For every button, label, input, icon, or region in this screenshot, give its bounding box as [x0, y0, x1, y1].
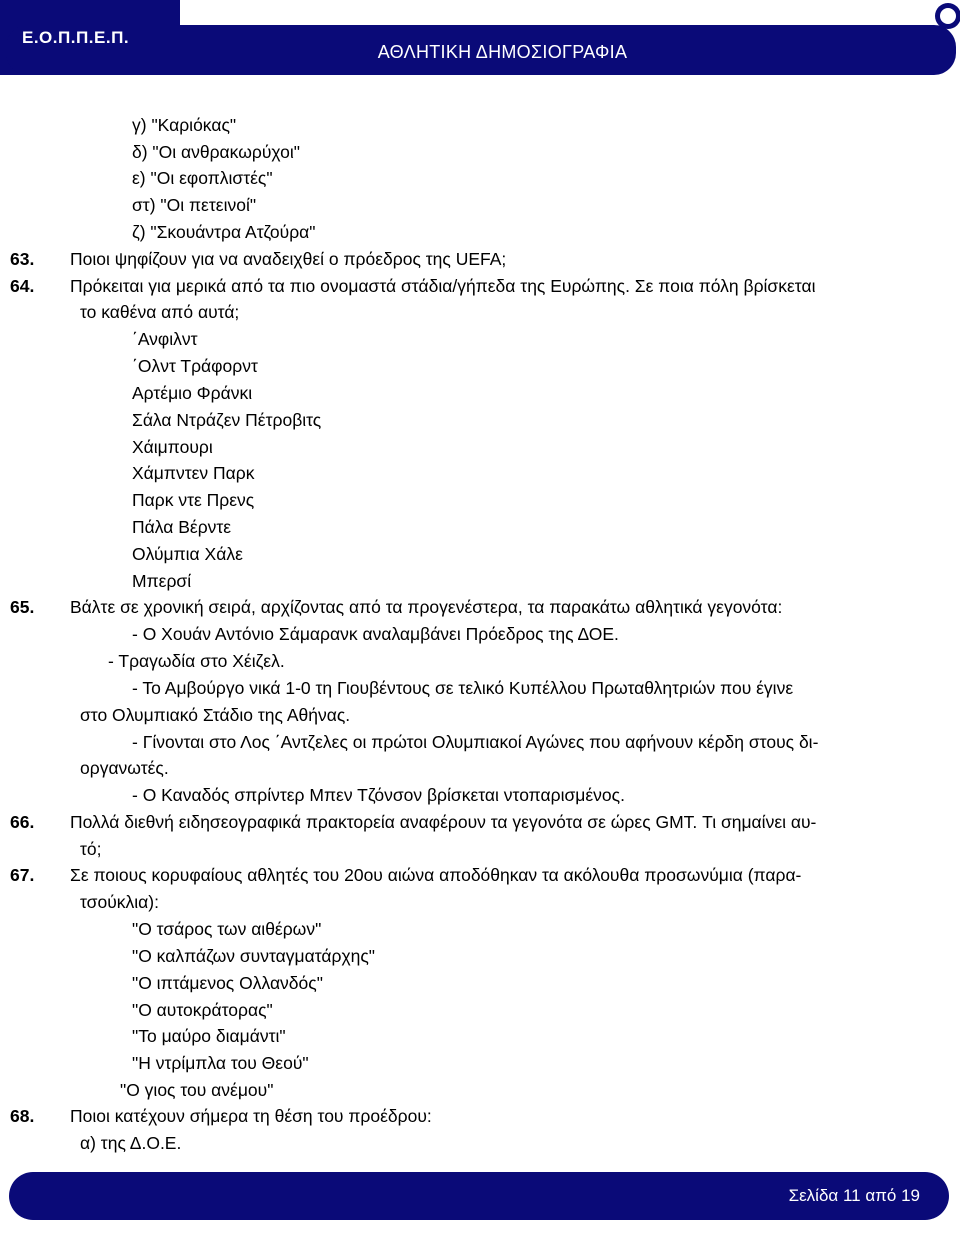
stadium-item: Μπερσί [132, 571, 192, 591]
event-item: - Ο Καναδός σπρίντερ Μπεν Τζόνσον βρίσκεται ντοπαρισμένος. [132, 785, 625, 805]
nickname-item: "Το μαύρο διαμάντι" [132, 1026, 286, 1046]
stadium-item: Χάιμπουρι [132, 437, 213, 457]
question-number: 63. [10, 249, 35, 269]
question-number: 67. [10, 865, 35, 885]
question-text: Πρόκειται για μερικά από τα πιο ονομαστά στάδια/γήπεδα της Ευρώπης. Σε ποια πόλη βρίσκεται [70, 276, 816, 296]
question-number: 68. [10, 1106, 35, 1126]
question-text-cont: τό; [80, 839, 102, 859]
question-text: Ποιοι κατέχουν σήμερα τη θέση του προέδρου: [70, 1106, 432, 1126]
question-text: Σε ποιους κορυφαίους αθλητές του 20ου αιώνα αποδόθηκαν τα ακόλουθα προσωνύμια (παρα- [70, 865, 802, 885]
option-line: γ) "Καριόκας" [132, 115, 237, 135]
option-line: δ) "Οι ανθρακωρύχοι" [132, 142, 300, 162]
stadium-item: Πάλα Βέρντε [132, 517, 232, 537]
option-line: στ) "Οι πετεινοί" [132, 195, 257, 215]
nickname-item: "Ο τσάρος των αιθέρων" [132, 919, 322, 939]
option-line: ε) "Οι εφοπλιστές" [132, 168, 273, 188]
question-number: 64. [10, 276, 35, 296]
question-text: Βάλτε σε χρονική σειρά, αρχίζοντας από τα προγενέστερα, τα παρακάτω αθλητικά γεγονότα: [70, 597, 783, 617]
stadium-item: Παρκ ντε Πρενς [132, 490, 255, 510]
nickname-item: "Ο αυτοκράτορας" [132, 1000, 273, 1020]
nickname-item: "Η ντρίμπλα του Θεού" [132, 1053, 309, 1073]
event-item: - Τραγωδία στο Χέιζελ. [108, 651, 285, 671]
question-text: Πολλά διεθνή ειδησεογραφικά πρακτορεία αναφέρουν τα γεγονότα σε ώρες GMT. Τι σημαίνει αυ- [70, 812, 817, 832]
nickname-item: "Ο καλπάζων συνταγματάρχης" [132, 946, 376, 966]
event-item-cont: στο Ολυμπιακό Στάδιο της Αθήνας. [80, 705, 351, 725]
stadium-item: Αρτέμιο Φράνκι [132, 383, 253, 403]
stadium-item: Σάλα Ντράζεν Πέτροβιτς [132, 410, 322, 430]
stadium-item: ΄Ολντ Τράφορντ [132, 356, 258, 376]
question-number: 65. [10, 597, 35, 617]
page-number: Σελίδα 11 από 19 [788, 1186, 920, 1205]
event-item: - Το Αμβούργο νικά 1-0 τη Γιουβέντους σε τελικό Κυπέλλου Πρωταθλητριών που έγινε [132, 678, 794, 698]
question-text-cont: το καθένα από αυτά; [80, 302, 240, 322]
event-item: - Ο Χουάν Αντόνιο Σάμαρανκ αναλαμβάνει Πρόεδρος της ΔΟΕ. [132, 624, 619, 644]
option-line: α) της Δ.Ο.Ε. [80, 1133, 182, 1153]
event-item: - Γίνονται στο Λος ΄Αντζελες οι πρώτοι Ολυμπιακοί Αγώνες που αφήνουν κέρδη στους δι- [132, 732, 819, 752]
nickname-item: "Ο γιος του ανέμου" [120, 1080, 274, 1100]
page-header-title: ΑΘΛΗΤΙΚΗ ΔΗΜΟΣΙΟΓΡΑΦΙΑ [377, 42, 628, 62]
question-text-cont: τσούκλια): [80, 892, 159, 912]
stadium-item: ΄Ανφιλντ [132, 329, 198, 349]
stadium-item: Ολύμπια Χάλε [132, 544, 243, 564]
event-item-cont: οργανωτές. [80, 758, 169, 778]
question-text: Ποιοι ψηφίζουν για να αναδειχθεί ο πρόεδρος της UEFA; [70, 249, 507, 269]
question-number: 66. [10, 812, 35, 832]
stadium-item: Χάμπντεν Παρκ [132, 463, 255, 483]
option-line: ζ) "Σκουάντρα Ατζούρα" [132, 222, 316, 242]
brand-label: Ε.Ο.Π.Π.Ε.Π. [22, 28, 130, 47]
nickname-item: "Ο ιπτάμενος Ολλανδός" [132, 973, 323, 993]
